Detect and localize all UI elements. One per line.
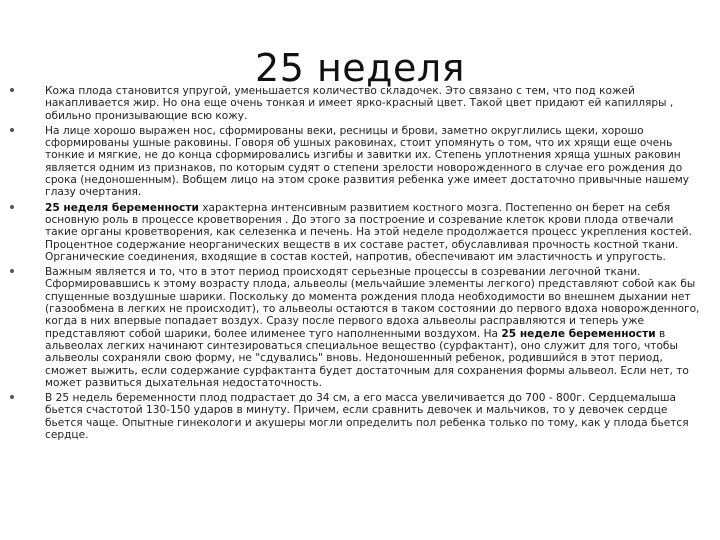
list-item [0,202,720,263]
bullet-icon [10,88,14,92]
bullet-icon [10,269,14,273]
item-text: Кожа плода становится упругой, уменьшается количество складочек. Это связано с тем, что под кожей накапливается жир. Но она еще очень тонкая и имеет ярко-красный цвет. Такой цвет придают ей капилляры , обильно пронизывающие всю кожу. [45,85,674,122]
item-text: в альвеолах легких начинают синтезироваться специальное вещество (сурфактант), оно служит для того, чтобы альвеолы сохраняли свою форму, не "сдувались" вновь. Недоношенный ребенок, родившийся в этот период, сможет выжить, если содержание сурфактанта будет достаточным для сохранения формы альвеол. Если нет, то может развиться дыхательная недостаточность. [45,327,689,389]
item-text: Важным является и то, что в этот период происходят серьезные процессы в созревании легочной ткани. Сформировавшись к этому возрасту плода, альвеолы (мельчайшие элементы легкого) представляют собой как бы спущенные воздушные шарики. Поскольку до момента рождения плода необходимости во внешнем дыхании нет (газообмена в легких не происходит), то альвеолы остаются в таком состоянии до первого вдоха новорожденного, когда в них впервые попадает воздух. Сразу после первого вдоха альвеолы расправляются и теперь уже представляют собой шарики, более илименее туго наполненными воздухом. На [45,266,700,340]
list-item [0,266,720,389]
bullet-icon [10,205,14,209]
bullet-list [0,85,720,444]
bullet-icon [10,128,14,132]
list-item [0,125,720,199]
slide-title: 25 неделя [255,46,465,90]
item-text: На лице хорошо выражен нос, сформированы веки, ресницы и брови, заметно округлились щеки, хорошо сформированы ушные раковины. Говоря об ушных раковинах, стоит упомянуть о том, что их хрящи еще очень тонкие и мягкие, не до конца сформировались изгибы и завитки их. Степень уплотнения хряща ушных раковин является одним из признаков, по которым судят о степени зрелости новорожденного в случае его рождения до срока (недоношенным). Вобщем лицо на этом сроке развития ребенка уже имеет достаточно привычные нашему глазу очертания. [45,124,689,199]
item-text: характерна интенсивным развитием костного мозга. Постепенно он берет на себя основную роль в процессе кроветворения . До этого за построение и созревание клеток крови плода отвечали такие органы кроветворения, как селезенка и печень. На этой неделе продолжается процесс укрепления костей. Процентное содержание неорганических веществ в их составе растет, обуславливая прочность костной ткани. Органические соединения, входящие в состав костей, напротив, обеспечивают им эластичность и упругость. [45,201,692,263]
item-emphasis: 25 неделе беременности [501,327,656,340]
item-emphasis: 25 неделя беременности [45,201,199,214]
bullet-icon [10,395,14,399]
item-text: В 25 недель беременности плод подрастает до 34 см, а его масса увеличивается до 700 - 800г. Сердцемалыша бьется счастотой 130-150 ударов в минуту. Причем, если сравнить девочек и мальчиков, то у девочек сердце бьется чаще. Опытные гинекологи и акушеры могли определить пол ребенка только по тому, как у плода бьется сердце. [45,392,689,442]
list-item [0,392,720,441]
list-item [0,85,720,122]
